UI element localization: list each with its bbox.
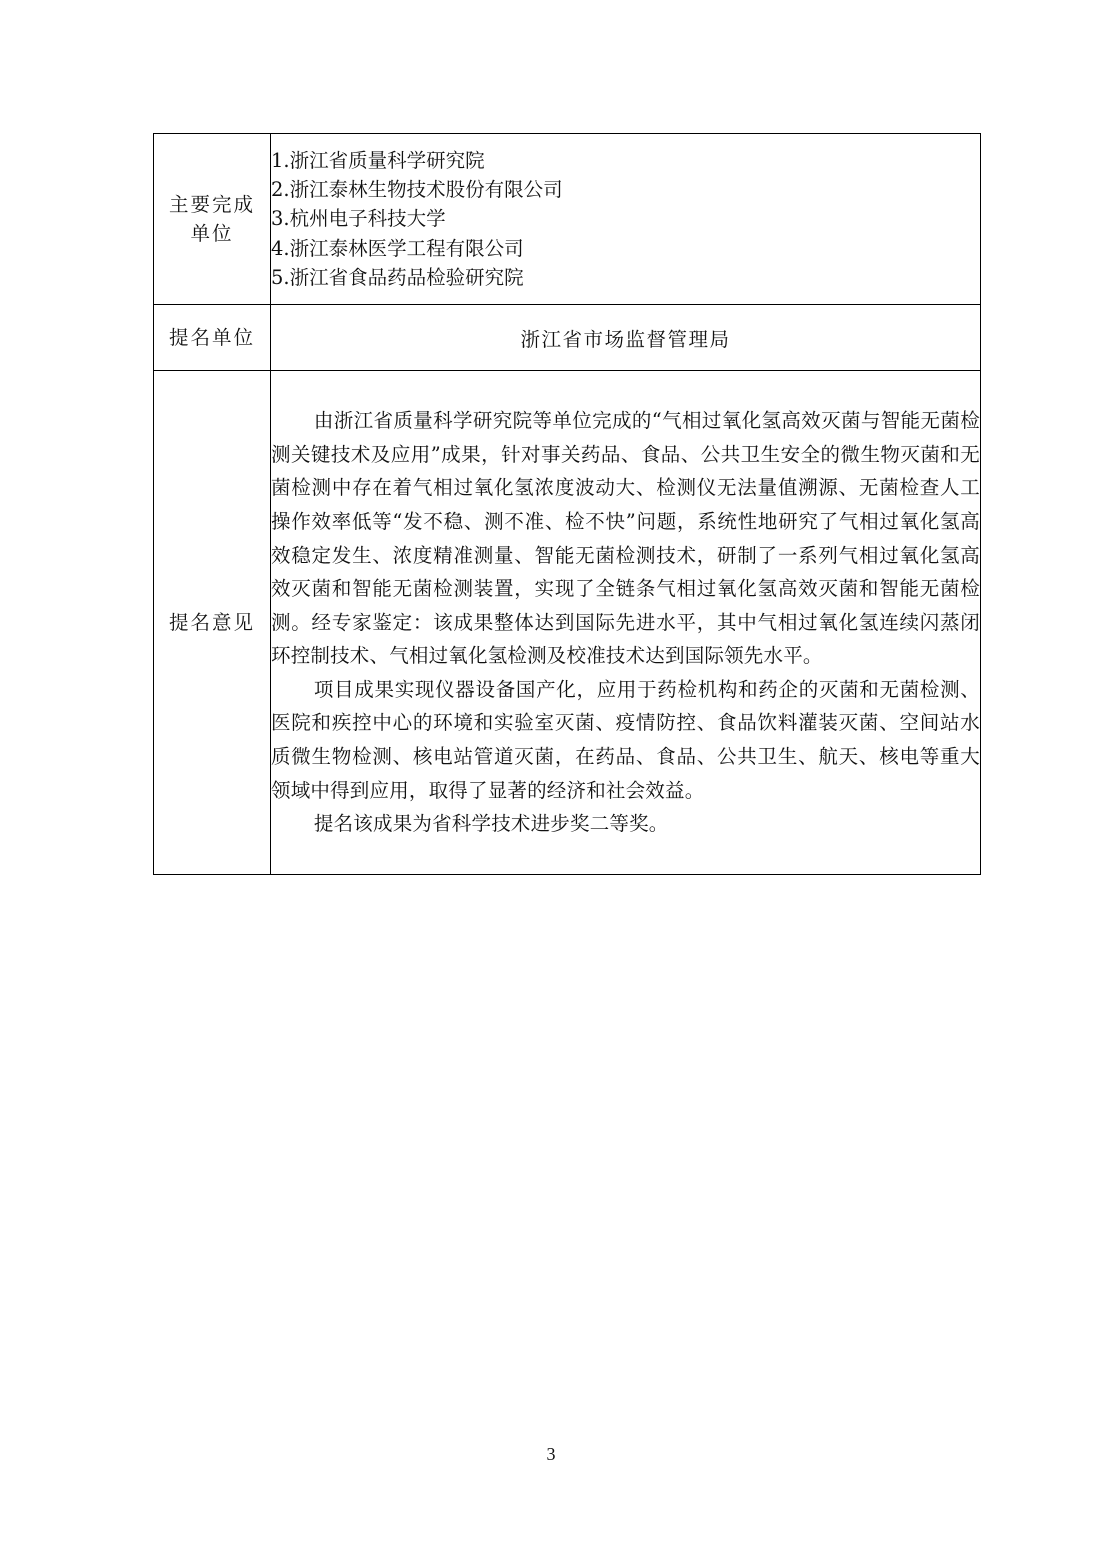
opinion-paragraph: 项目成果实现仪器设备国产化，应用于药检机构和药企的灭菌和无菌检测、医院和疾控中心的环境和实验室灭菌、疫情防控、食品饮料灌装灭菌、空间站水质微生物检测、核电站管道灭菌，在药品、食品、公共卫生、航天、核电等重大领域中得到应用，取得了显著的经济和社会效益。: [271, 677, 980, 802]
units-list: [271, 134, 981, 305]
unit-item: 3.杭州电子科技大学: [271, 207, 446, 231]
page-number: 3: [546, 1444, 556, 1464]
nominator-label: 提名单位: [154, 305, 271, 371]
opinion-row: [154, 371, 981, 875]
opinion-content: [271, 371, 981, 875]
units-label-cell: [154, 134, 271, 305]
nominator-value: 浙江省市场监督管理局: [271, 305, 981, 371]
units-row: [154, 134, 981, 305]
unit-item: 1.浙江省质量科学研究院: [271, 148, 485, 172]
unit-item: 2.浙江泰林生物技术股份有限公司: [271, 178, 563, 202]
opinion-paragraph: 由浙江省质量科学研究院等单位完成的“气相过氧化氢高效灭菌与智能无菌检测关键技术及应用”成果，针对事关药品、食品、公共卫生安全的微生物灭菌和无菌检测中存在着气相过氧化氢浓度波动大、检测仪无法量值溯源、无菌检查人工操作效率低等“发不稳、测不准、检不快”问题，系统性地研究了气相过氧化氢高效稳定发生、浓度精准测量、智能无菌检测技术，研制了一系列气相过氧化氢高效灭菌和智能无菌检测装置，实现了全链条气相过氧化氢高效灭菌和智能无菌检测。经专家鉴定：该成果整体达到国际先进水平，其中气相过氧化氢连续闪蒸闭环控制技术、气相过氧化氢检测及校准技术达到国际领先水平。: [271, 409, 980, 668]
units-label-line-1: 主要完成: [168, 193, 255, 216]
opinion-label: 提名意见: [154, 371, 271, 875]
nominator-row: [154, 305, 981, 371]
opinion-paragraph: 提名该成果为省科学技术进步奖二等奖。: [313, 812, 669, 836]
nomination-table: [153, 133, 981, 875]
units-label-line-2: 单位: [190, 222, 234, 245]
unit-item: 4.浙江泰林医学工程有限公司: [271, 236, 524, 260]
unit-item: 5.浙江省食品药品检验研究院: [271, 265, 524, 289]
